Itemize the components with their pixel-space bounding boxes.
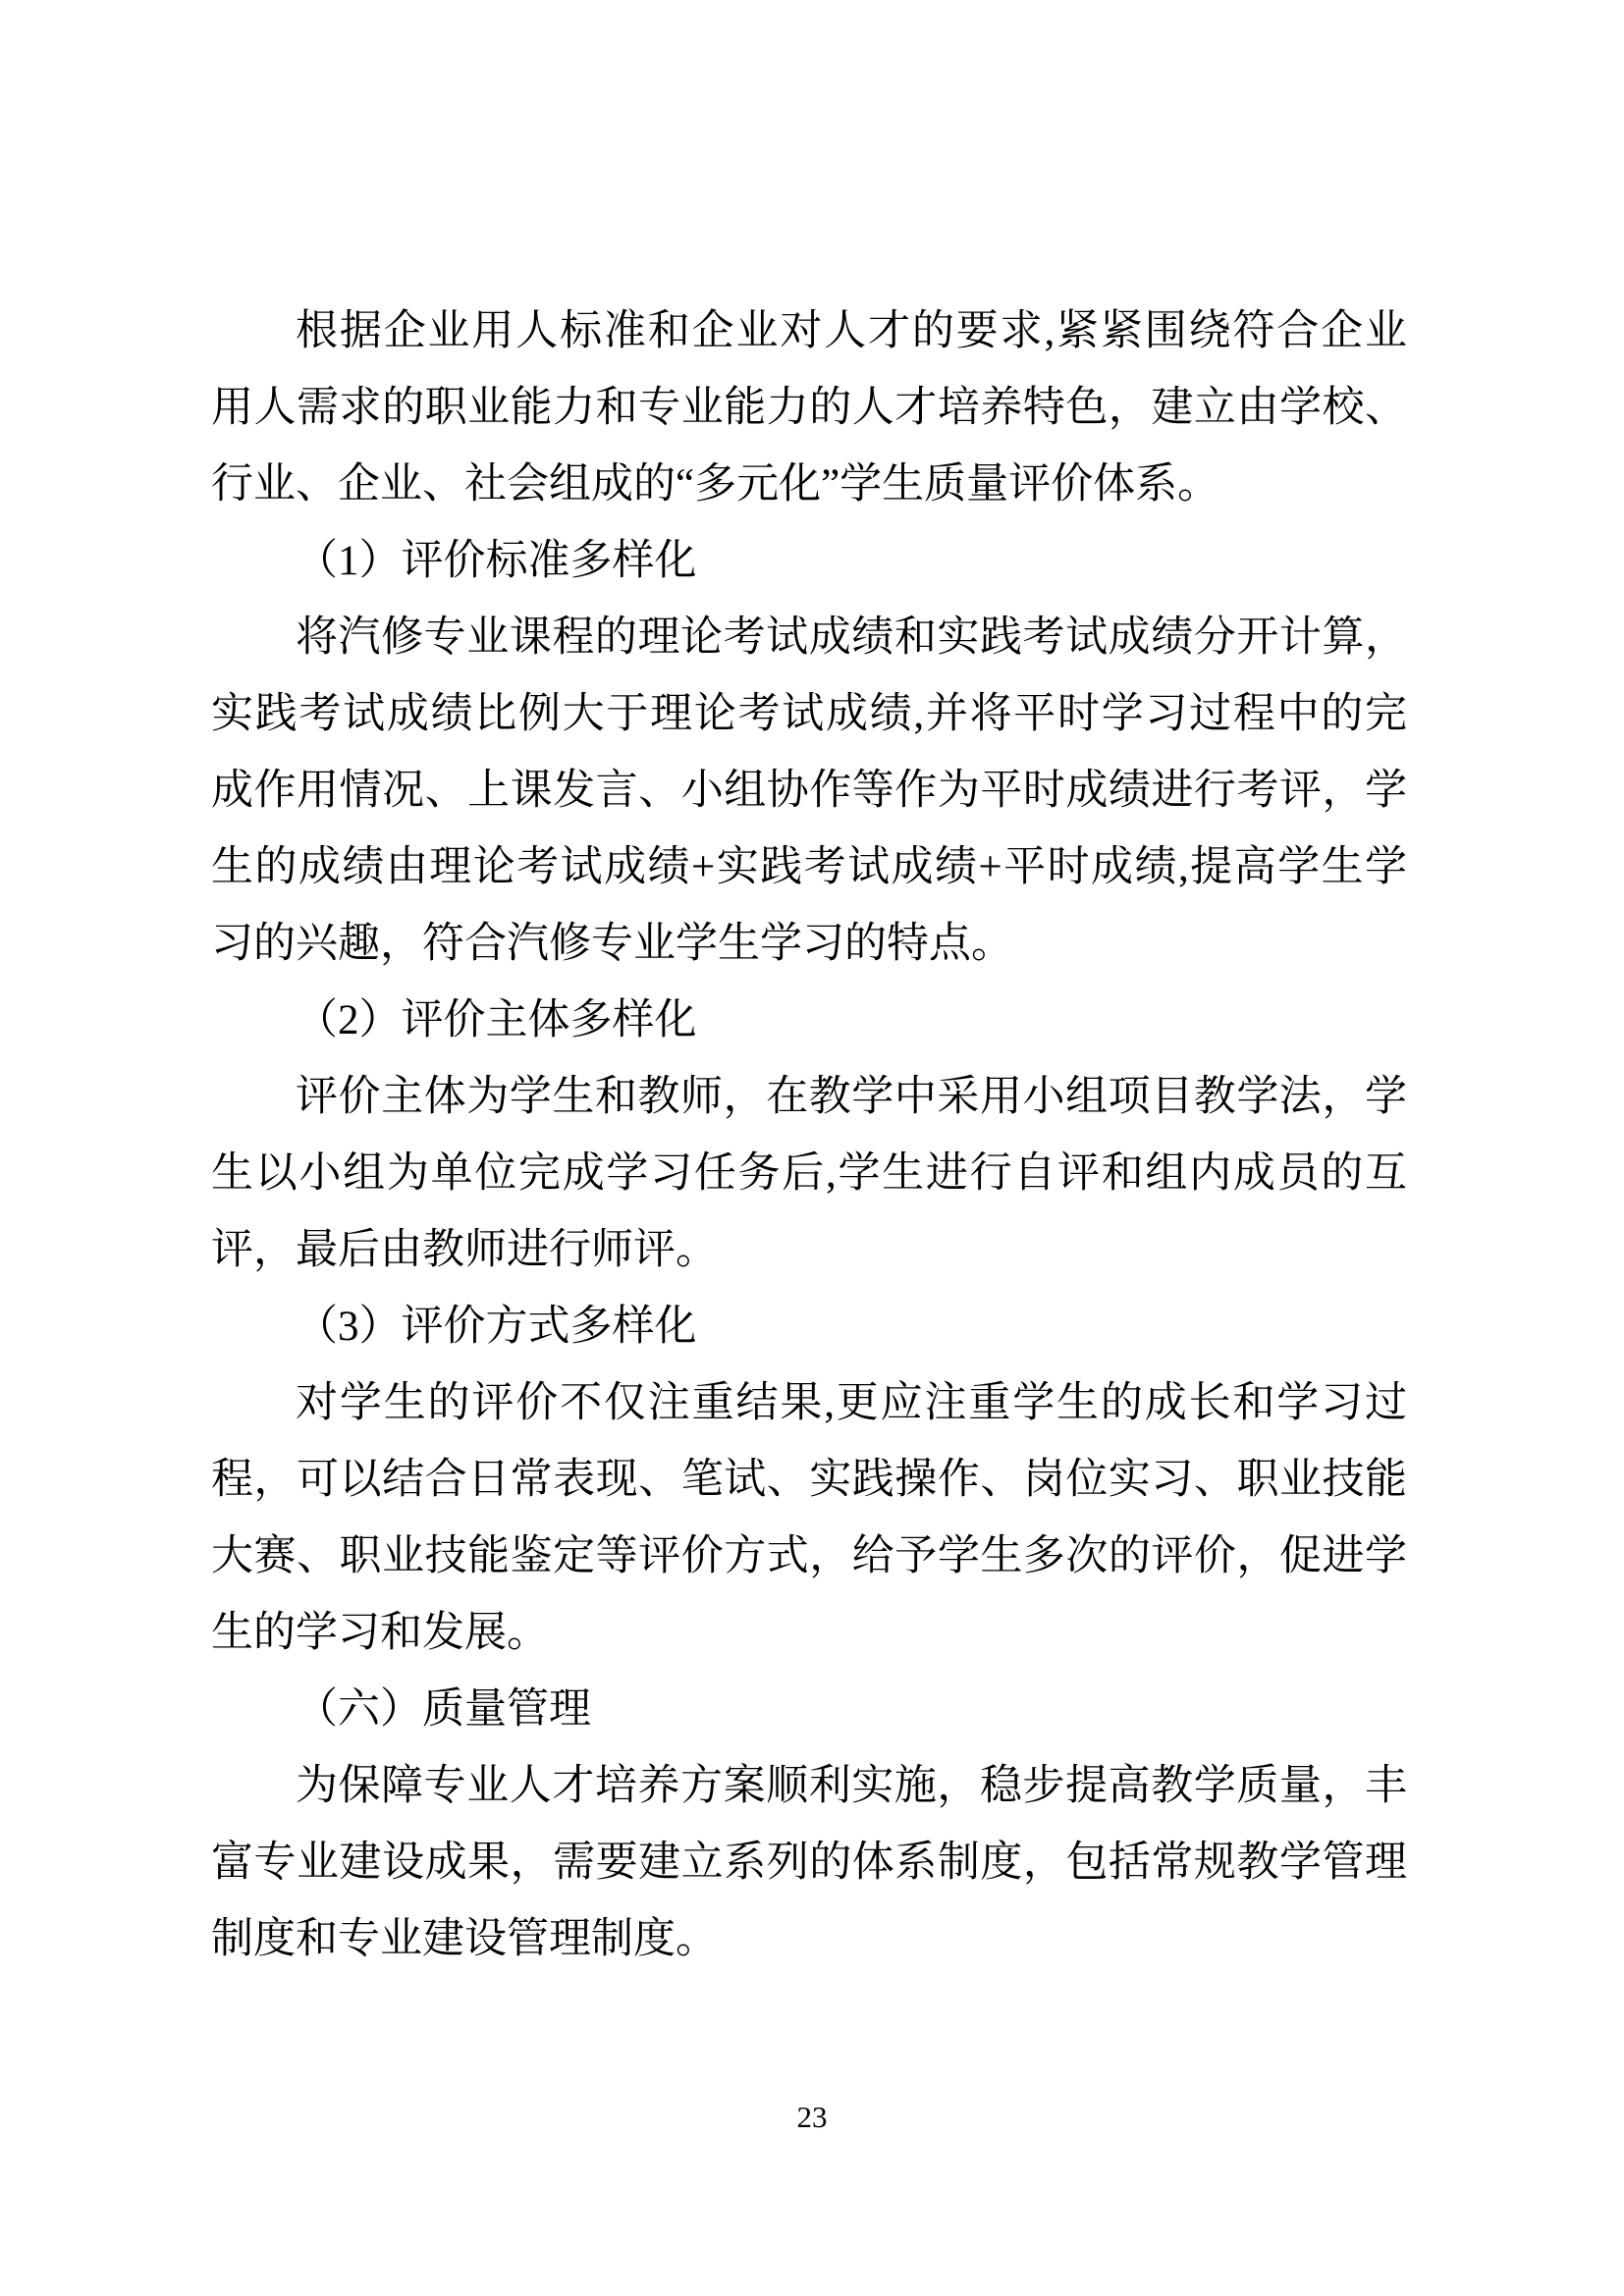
text-line: 为保障专业人才培养方案顺利实施，稳步提高教学质量，丰 — [296, 1763, 1407, 1809]
text-line: 生的学习和发展。 — [211, 1610, 549, 1656]
text-line: 实践考试成绩比例大于理论考试成绩,并将平时学习过程中的完 — [211, 691, 1407, 737]
text-line: 生以小组为单位完成学习任务后,学生进行自评和组内成员的互 — [211, 1150, 1407, 1197]
text-line: 评价主体为学生和教师，在教学中采用小组项目教学法，学 — [296, 1074, 1407, 1120]
page-number: 23 — [796, 2100, 828, 2134]
body-paragraph — [211, 600, 1407, 983]
heading-line: （1）评价标准多样化 — [296, 538, 697, 584]
document-body-text — [211, 294, 1407, 1978]
section-heading — [211, 1672, 1407, 1748]
text-line: 生的成绩由理论考试成绩+实践考试成绩+平时成绩,提高学生学 — [211, 844, 1407, 890]
section-heading — [211, 1289, 1407, 1365]
text-line: 对学生的评价不仅注重结果,更应注重学生的成长和学习过 — [296, 1380, 1407, 1426]
section-heading — [211, 983, 1407, 1059]
text-line: 成作用情况、上课发言、小组协作等作为平时成绩进行考评，学 — [211, 768, 1407, 814]
text-line: 富专业建设成果，需要建立系列的体系制度，包括常规教学管理 — [211, 1840, 1407, 1886]
section-heading — [211, 523, 1407, 600]
body-paragraph — [211, 1365, 1407, 1672]
text-line: 评，最后由教师进行师评。 — [211, 1227, 718, 1273]
text-line: 程，可以结合日常表现、笔试、实践操作、岗位实习、职业技能 — [211, 1457, 1407, 1503]
body-paragraph — [211, 294, 1407, 523]
heading-line: （3）评价方式多样化 — [296, 1304, 697, 1350]
text-line: 制度和专业建设管理制度。 — [211, 1916, 718, 1962]
heading-line: （2）评价主体多样化 — [296, 997, 697, 1043]
heading-line: （六）质量管理 — [296, 1686, 591, 1733]
text-line: 习的兴趣，符合汽修专业学生学习的特点。 — [211, 921, 1013, 967]
text-line: 将汽修专业课程的理论考试成绩和实践考试成绩分开计算， — [296, 614, 1407, 661]
text-line: 行业、企业、社会组成的“多元化”学生质量评价体系。 — [211, 461, 1220, 507]
text-line: 大赛、职业技能鉴定等评价方式，给予学生多次的评价，促进学 — [211, 1533, 1407, 1579]
text-line: 用人需求的职业能力和专业能力的人才培养特色，建立由学校、 — [211, 385, 1407, 431]
body-paragraph — [211, 1748, 1407, 1978]
body-paragraph — [211, 1059, 1407, 1289]
text-line: 根据企业用人标准和企业对人才的要求,紧紧围绕符合企业 — [296, 308, 1407, 354]
